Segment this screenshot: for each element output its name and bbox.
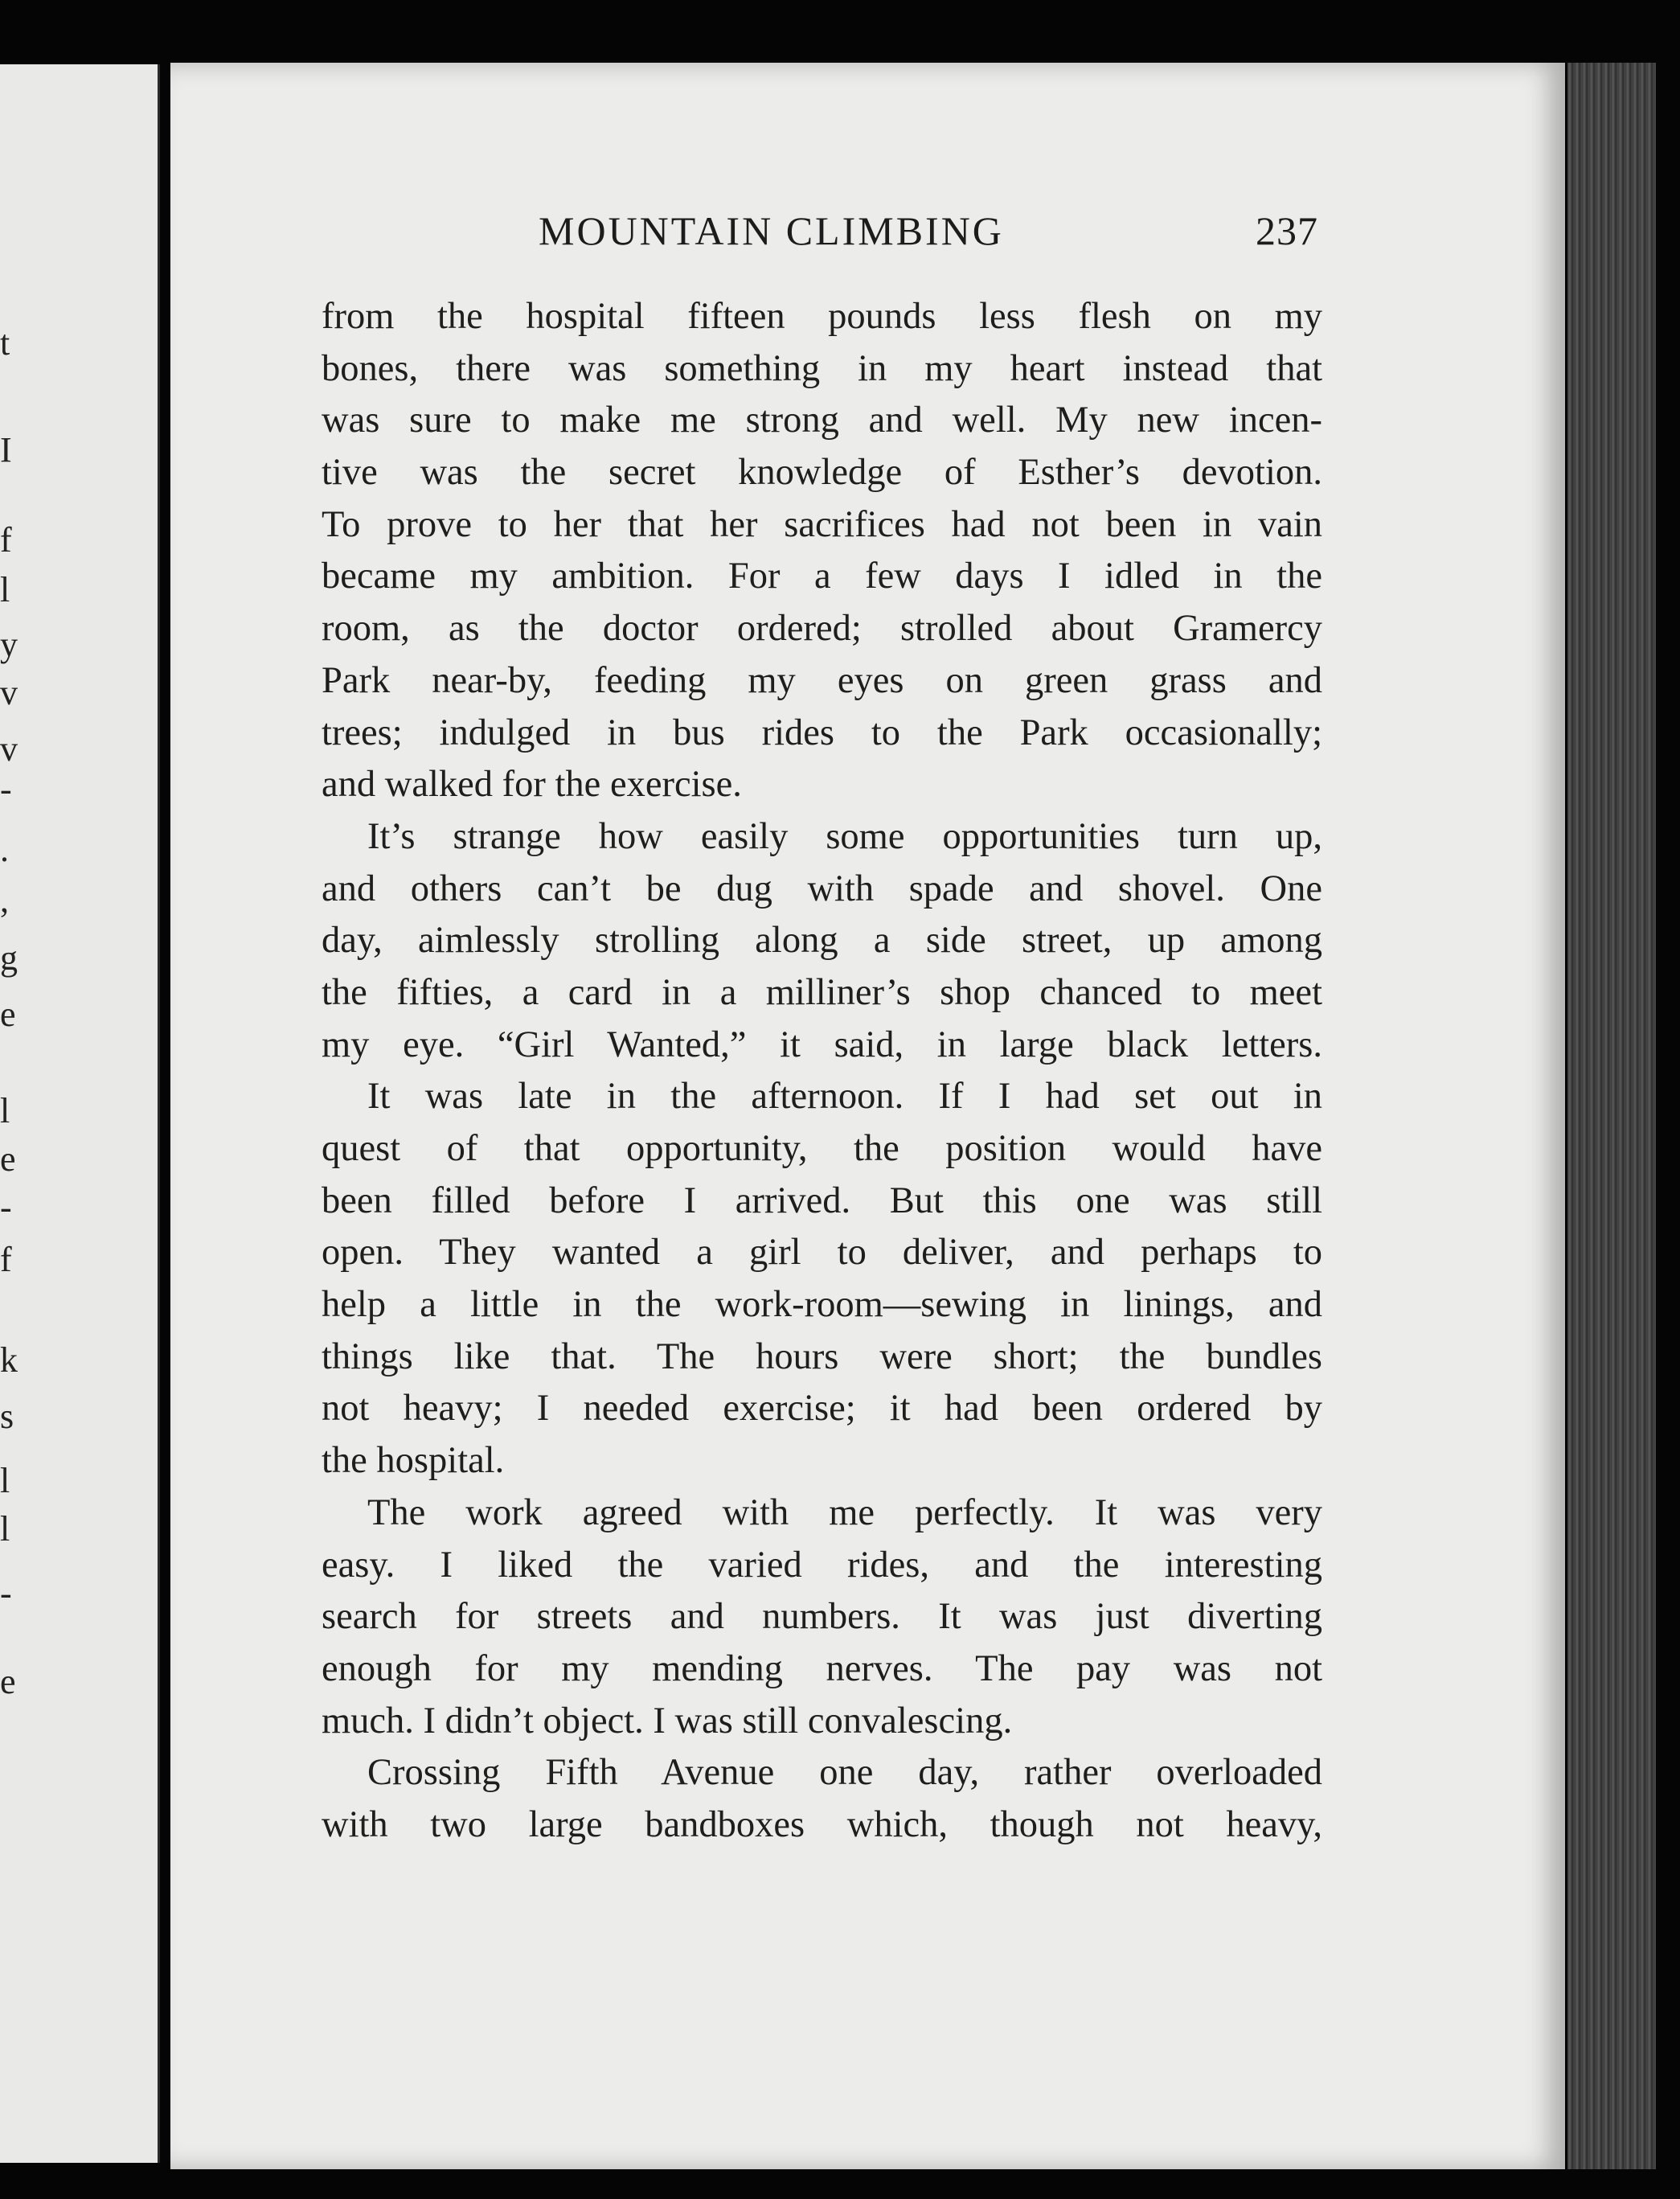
text-line: To prove to her that her sacrifices had not been in vain: [322, 503, 1322, 545]
text-line: much. I didn’t object. I was still convalescing.: [322, 1700, 1013, 1742]
left-page-fragment: l: [0, 1461, 10, 1500]
text-line: things like that. The hours were short; the bundles: [322, 1335, 1322, 1377]
paragraph-start-line: Crossing Fifth Avenue one day, rather overloaded: [367, 1752, 1322, 1794]
text-line: easy. I liked the varied rides, and the interesting: [322, 1544, 1322, 1586]
left-page-fragment: -: [0, 769, 12, 809]
text-line: search for streets and numbers. It was just diverting: [322, 1596, 1322, 1638]
text-line: room, as the doctor ordered; strolled about Gramercy: [322, 608, 1322, 650]
left-page-fragment: -: [0, 1573, 12, 1613]
left-page-fragment: l: [0, 570, 10, 609]
text-line: bones, there was something in my heart instead that: [322, 347, 1322, 389]
left-page-fragment: .: [0, 830, 9, 869]
left-page-fragment: y: [0, 625, 18, 664]
text-line: the hospital.: [322, 1440, 505, 1482]
text-line: was sure to make me strong and well. My new incen-: [322, 400, 1322, 441]
page-edges: [1567, 63, 1656, 2169]
paragraph-start-line: It was late in the afternoon. If I had set out in: [367, 1076, 1322, 1118]
text-line: not heavy; I needed exercise; it had been ordered by: [322, 1388, 1322, 1430]
text-line: my eye. “Girl Wanted,” it said, in large black letters.: [322, 1024, 1322, 1065]
text-line: from the hospital fifteen pounds less flesh on my: [322, 296, 1322, 337]
text-line: the fifties, a card in a milliner’s shop chanced to meet: [322, 971, 1322, 1013]
text-line: open. They wanted a girl to deliver, and perhaps to: [322, 1232, 1322, 1274]
left-page-fragment: ,: [0, 880, 9, 920]
text-line: day, aimlessly strolling along a side street, up among: [322, 920, 1322, 962]
text-line: help a little in the work-room—sewing in linings, and: [322, 1284, 1322, 1326]
left-page-fragment: l: [0, 1091, 10, 1130]
left-page-fragment: e: [0, 1139, 16, 1179]
text-line: enough for my mending nerves. The pay was not: [322, 1647, 1322, 1689]
left-page-fragment: I: [0, 430, 12, 470]
left-page-fragment: f: [0, 520, 12, 560]
left-page-fragment: s: [0, 1397, 14, 1436]
text-line: with two large bandboxes which, though not heavy,: [322, 1803, 1322, 1845]
paragraph-start-line: It’s strange how easily some opportunities turn up,: [367, 815, 1322, 857]
text-line: trees; indulged in bus rides to the Park occasionally;: [322, 712, 1322, 753]
text-line: and walked for the exercise.: [322, 764, 742, 806]
running-head-title: MOUNTAIN CLIMBING: [539, 208, 1004, 253]
text-line: tive was the secret knowledge of Esther’s devotion.: [322, 452, 1322, 494]
left-facing-page: [0, 64, 160, 2163]
text-line: and others can’t be dug with spade and shovel. One: [322, 868, 1322, 909]
text-line: became my ambition. For a few days I idled in the: [322, 556, 1322, 597]
text-line: Park near-by, feeding my eyes on green grass and: [322, 659, 1322, 701]
left-page-fragment: k: [0, 1340, 18, 1380]
left-page-fragment: f: [0, 1240, 12, 1279]
left-page-fragment: g: [0, 938, 18, 978]
paragraph-start-line: The work agreed with me perfectly. It was very: [367, 1491, 1322, 1533]
left-page-fragment: v: [0, 673, 18, 712]
left-page-fragment: -: [0, 1188, 12, 1227]
left-page-fragment: v: [0, 729, 18, 769]
left-page-fragment: e: [0, 1662, 16, 1701]
left-page-fragment: l: [0, 1509, 10, 1549]
body-text: [322, 291, 1322, 1852]
running-head: [370, 207, 1318, 256]
page-number: 237: [1256, 208, 1318, 253]
text-line: quest of that opportunity, the position would have: [322, 1128, 1322, 1169]
left-page-fragment: t: [0, 323, 10, 363]
left-page-fragment: e: [0, 995, 16, 1034]
text-line: been filled before I arrived. But this one was still: [322, 1180, 1322, 1221]
